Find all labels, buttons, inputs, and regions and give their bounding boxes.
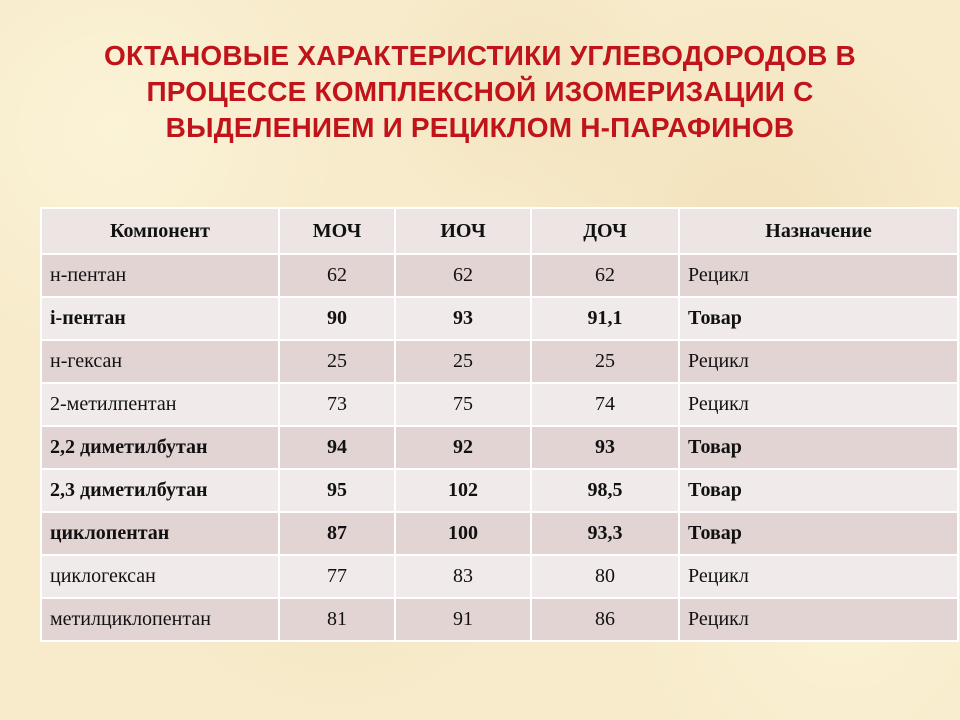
cell-component: циклопентан	[41, 512, 279, 555]
cell-mon: 77	[279, 555, 395, 598]
octane-table	[40, 207, 959, 642]
cell-ron: 100	[395, 512, 531, 555]
header-don: ДОЧ	[531, 208, 679, 254]
cell-ron: 92	[395, 426, 531, 469]
cell-don: 98,5	[531, 469, 679, 512]
table-row	[41, 383, 958, 426]
cell-don: 80	[531, 555, 679, 598]
title-line-1: ОКТАНОВЫЕ ХАРАКТЕРИСТИКИ УГЛЕВОДОРОДОВ В	[104, 40, 856, 71]
header-ron: ИОЧ	[395, 208, 531, 254]
cell-component: i-пентан	[41, 297, 279, 340]
cell-ron: 93	[395, 297, 531, 340]
slide-title	[40, 38, 920, 146]
cell-mon: 87	[279, 512, 395, 555]
header-component: Компонент	[41, 208, 279, 254]
header-mon: МОЧ	[279, 208, 395, 254]
table-row	[41, 340, 958, 383]
cell-ron: 75	[395, 383, 531, 426]
cell-ron: 25	[395, 340, 531, 383]
cell-component: 2-метилпентан	[41, 383, 279, 426]
table-row	[41, 426, 958, 469]
cell-component: н-пентан	[41, 254, 279, 297]
cell-mon: 94	[279, 426, 395, 469]
cell-purpose: Рецикл	[679, 254, 958, 297]
table-row	[41, 297, 958, 340]
cell-ron: 102	[395, 469, 531, 512]
cell-don: 25	[531, 340, 679, 383]
cell-component: 2,2 диметилбутан	[41, 426, 279, 469]
cell-purpose: Рецикл	[679, 340, 958, 383]
cell-mon: 62	[279, 254, 395, 297]
cell-mon: 73	[279, 383, 395, 426]
cell-mon: 95	[279, 469, 395, 512]
cell-don: 93	[531, 426, 679, 469]
cell-ron: 62	[395, 254, 531, 297]
cell-ron: 91	[395, 598, 531, 641]
title-line-3: ВЫДЕЛЕНИЕМ И РЕЦИКЛОМ Н-ПАРАФИНОВ	[165, 112, 795, 143]
octane-table-container	[40, 207, 957, 642]
cell-don: 86	[531, 598, 679, 641]
table-body	[41, 254, 958, 641]
cell-mon: 25	[279, 340, 395, 383]
header-purpose: Назначение	[679, 208, 958, 254]
cell-purpose: Рецикл	[679, 383, 958, 426]
table-row	[41, 512, 958, 555]
cell-component: н-гексан	[41, 340, 279, 383]
cell-component: 2,3 диметилбутан	[41, 469, 279, 512]
cell-mon: 90	[279, 297, 395, 340]
cell-purpose: Рецикл	[679, 598, 958, 641]
cell-don: 93,3	[531, 512, 679, 555]
cell-purpose: Товар	[679, 297, 958, 340]
cell-ron: 83	[395, 555, 531, 598]
cell-don: 91,1	[531, 297, 679, 340]
cell-purpose: Товар	[679, 426, 958, 469]
table-row	[41, 254, 958, 297]
cell-don: 62	[531, 254, 679, 297]
table-header-row	[41, 208, 958, 254]
cell-component: метилциклопентан	[41, 598, 279, 641]
cell-purpose: Рецикл	[679, 555, 958, 598]
cell-purpose: Товар	[679, 469, 958, 512]
table-row	[41, 469, 958, 512]
table-row	[41, 555, 958, 598]
title-line-2: ПРОЦЕССЕ КОМПЛЕКСНОЙ ИЗОМЕРИЗАЦИИ С	[146, 76, 814, 107]
cell-don: 74	[531, 383, 679, 426]
cell-purpose: Товар	[679, 512, 958, 555]
cell-component: циклогексан	[41, 555, 279, 598]
table-row	[41, 598, 958, 641]
cell-mon: 81	[279, 598, 395, 641]
